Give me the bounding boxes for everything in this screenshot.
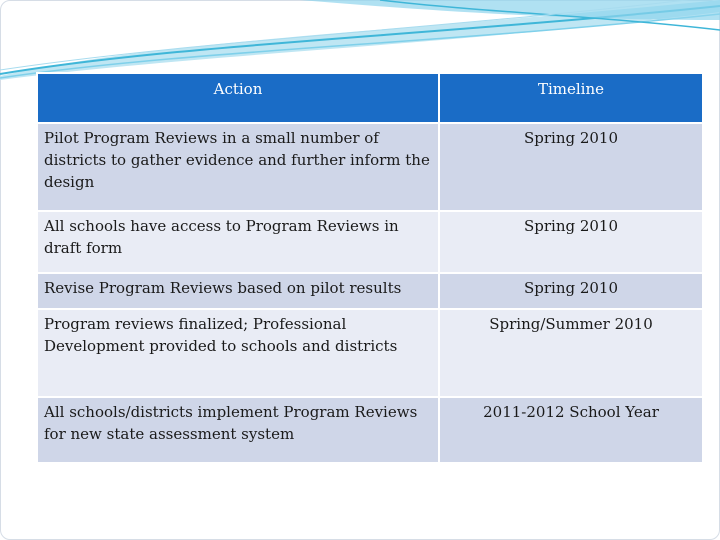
table-row xyxy=(37,123,703,211)
row-action: All schools have access to Program Reviews in draft form xyxy=(37,211,439,273)
row-timeline: 2011-2012 School Year xyxy=(439,397,703,463)
table-row xyxy=(37,309,703,397)
row-timeline: Spring 2010 xyxy=(439,123,703,211)
header-action: Action xyxy=(37,73,439,123)
table-row xyxy=(37,397,703,463)
row-timeline: Spring 2010 xyxy=(439,211,703,273)
row-action: Revise Program Reviews based on pilot results xyxy=(37,273,439,309)
row-timeline: Spring 2010 xyxy=(439,273,703,309)
header-timeline: Timeline xyxy=(439,73,703,123)
row-action: Program reviews finalized; Professional Development provided to schools and districts xyxy=(37,309,439,397)
table-header-row xyxy=(37,73,703,123)
table-row xyxy=(37,273,703,309)
row-action: All schools/districts implement Program Reviews for new state assessment system xyxy=(37,397,439,463)
row-action: Pilot Program Reviews in a small number of districts to gather evidence and further inform the design xyxy=(37,123,439,211)
row-timeline: Spring/Summer 2010 xyxy=(439,309,703,397)
table-row xyxy=(37,211,703,273)
timeline-table xyxy=(36,72,704,464)
